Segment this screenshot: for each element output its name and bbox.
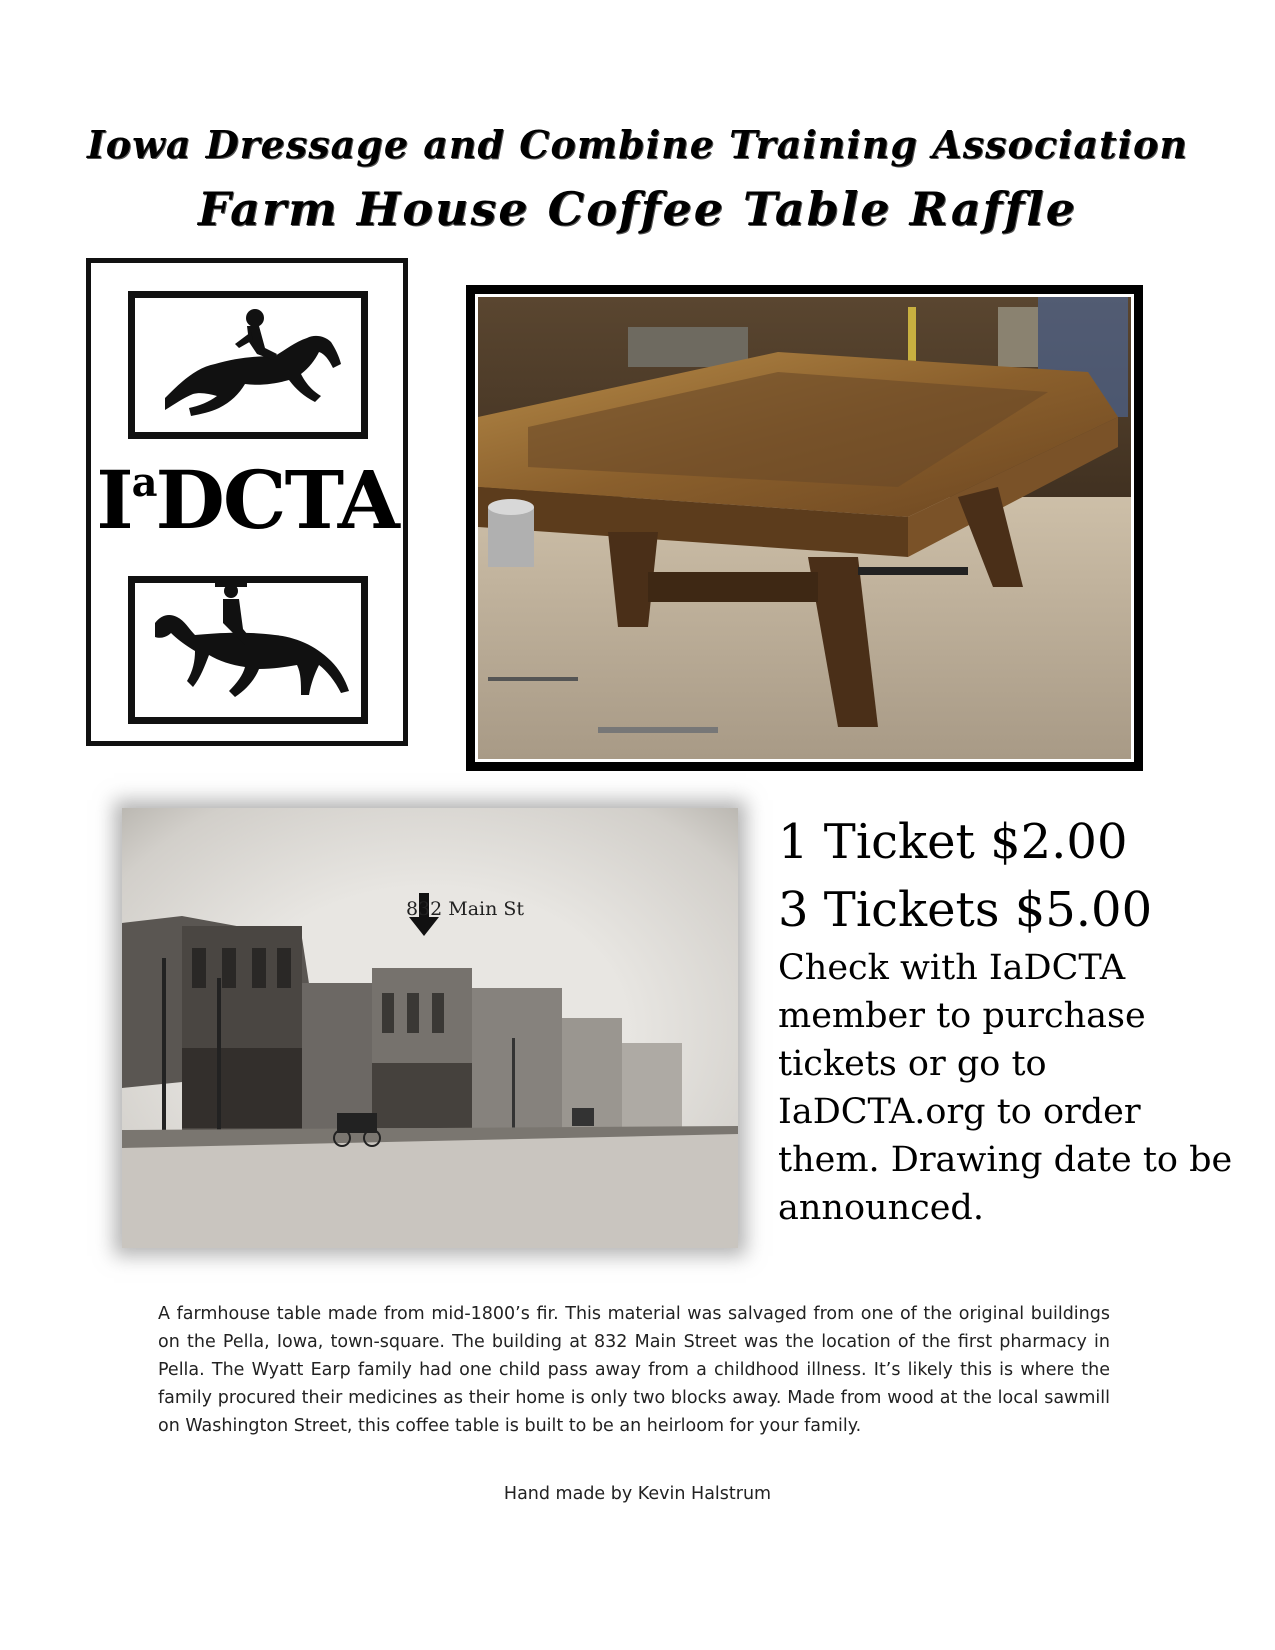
logo-top-panel: [128, 291, 368, 439]
historic-street-image: [122, 808, 738, 1248]
table-description: A farmhouse table made from mid-1800’s fir. This material was salvaged from one of the original buildings on the Pella, Iowa, town-square. The building at 832 Main Street was the location of the first pharmacy in Pella. The Wyatt Earp family had one child pass away from a childhood illness. It’s likely this is where the family procured their medicines as their home is only two blocks away. Made from wood at the local sawmill on Washington Street, this coffee table is built to be an heirloom for your family.: [158, 1304, 1110, 1436]
coffee-table-photo-frame: [466, 285, 1143, 771]
jumping-horse-icon: [135, 298, 361, 432]
association-title: Iowa Dressage and Combine Training Association: [87, 122, 1188, 167]
coffee-table-image: [478, 297, 1131, 759]
ticket-info: [778, 808, 1248, 1232]
purchase-info: Check with IaDCTA member to purchase tickets or go to IaDCTA.org to order them. Drawing date to be announced.: [778, 948, 1233, 1228]
logo-letters: $I^aDCTA$: [96, 453, 398, 547]
historic-main-street-photo: [122, 808, 738, 1248]
dressage-horse-icon: [135, 583, 361, 717]
iadcta-logo: [86, 258, 408, 746]
raffle-title: Farm House Coffee Table Raffle: [197, 182, 1077, 236]
address-caption: 832 Main St: [405, 898, 525, 920]
coffee-table-photo: [475, 294, 1134, 762]
three-ticket-price: 3 Tickets $5.00: [778, 882, 1153, 938]
logo-bottom-panel: [128, 576, 368, 724]
maker-credit: Hand made by Kevin Halstrum: [503, 1484, 772, 1504]
single-ticket-price: 1 Ticket $2.00: [778, 814, 1128, 870]
